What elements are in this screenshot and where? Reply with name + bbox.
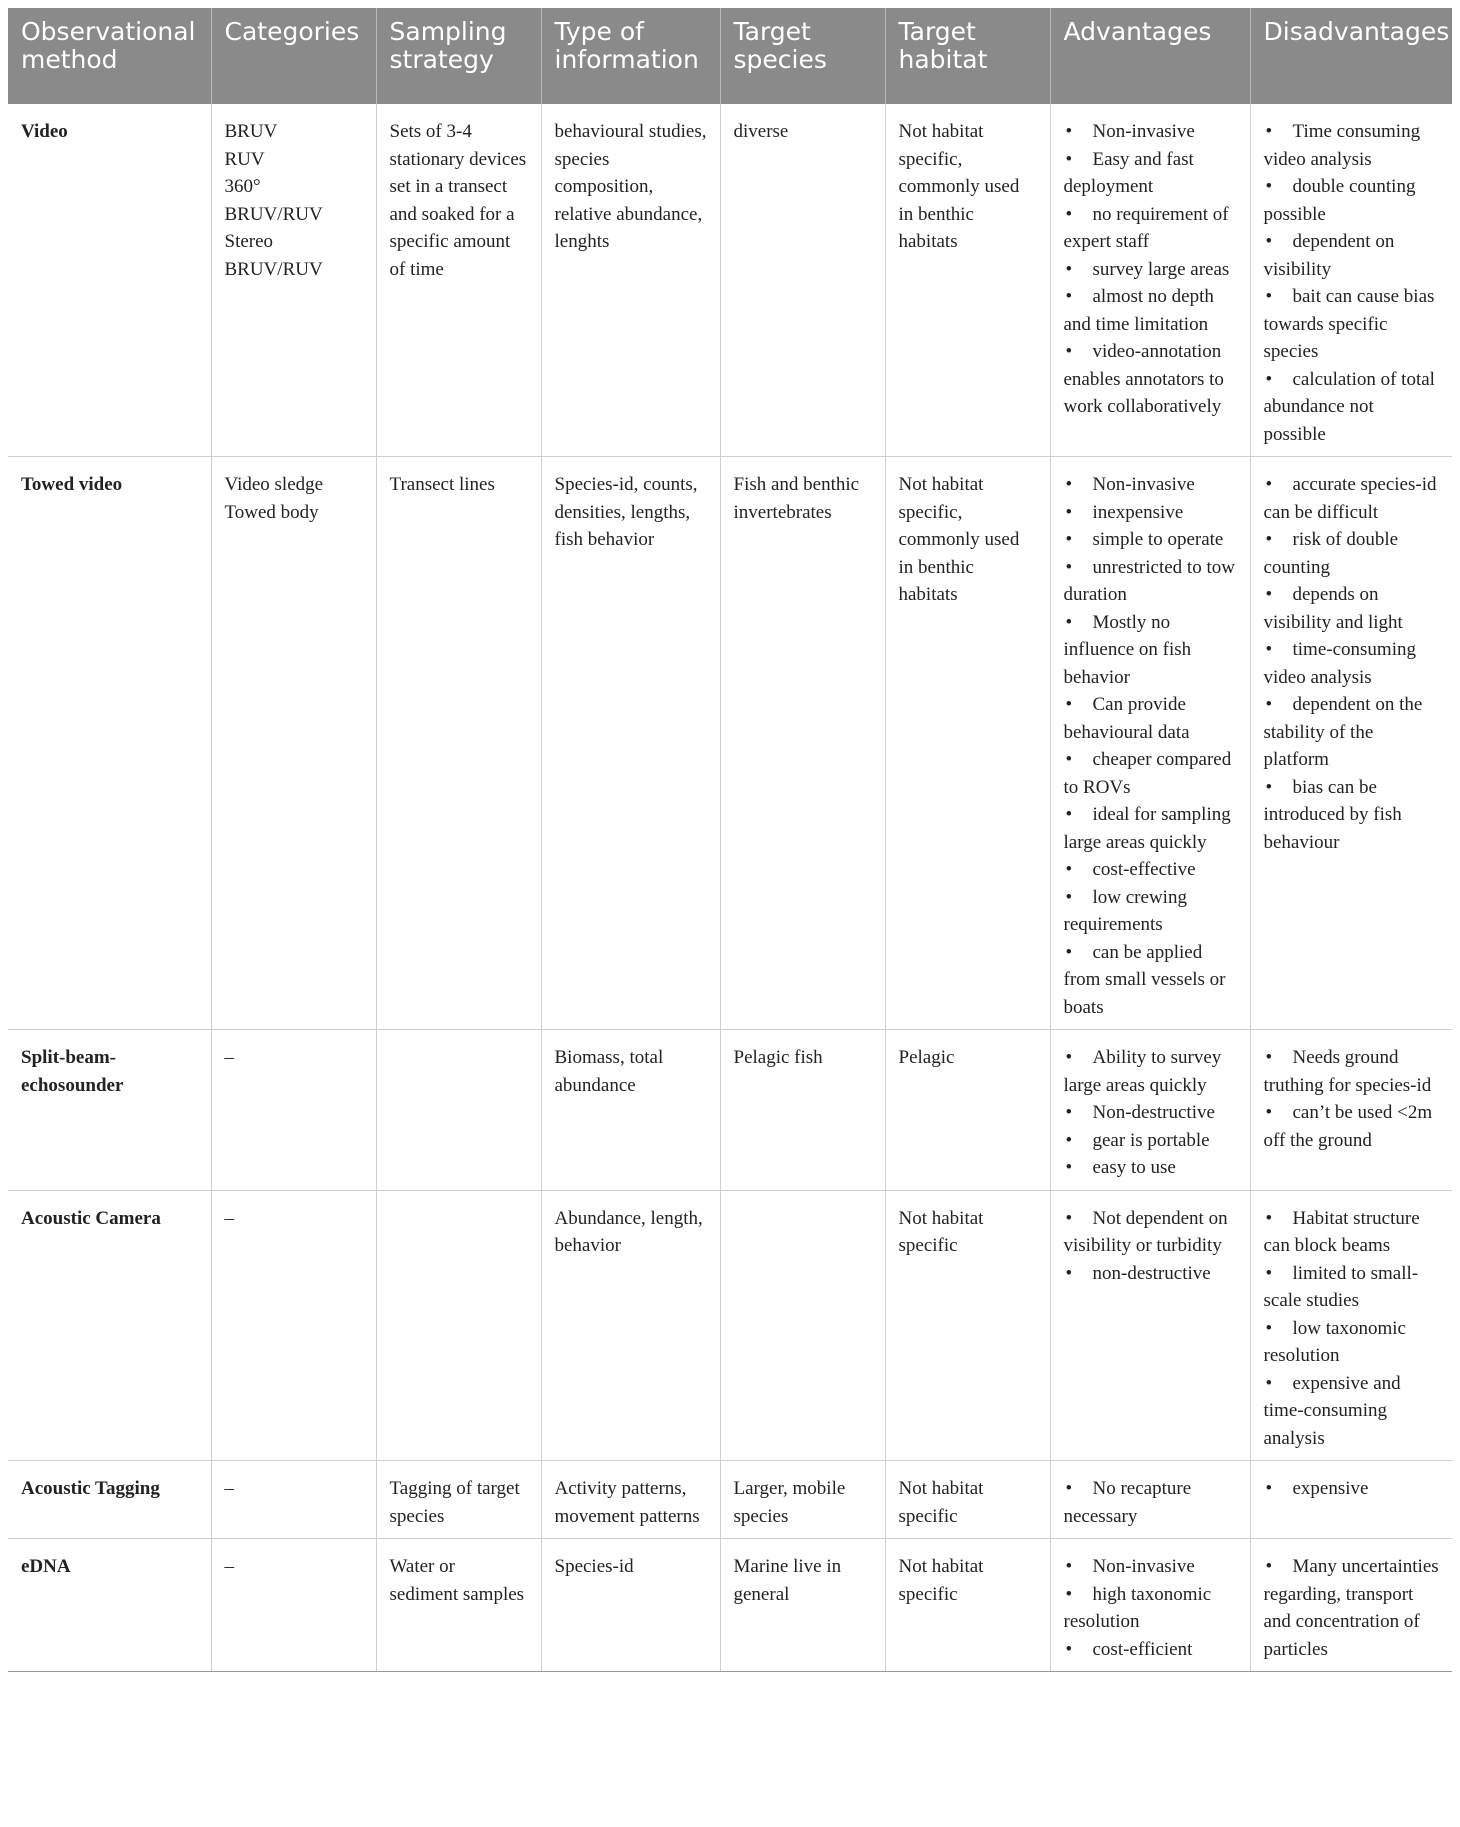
bullet-text: Non-invasive: [1092, 121, 1195, 142]
target-species-cell: Marine live in general: [720, 1539, 885, 1672]
bullet-item: [1064, 1154, 1237, 1182]
category-item: 360° BRUV/RUV: [224, 176, 323, 225]
methods-table-container: [8, 8, 1452, 1672]
advantages-cell-list: [1064, 1044, 1237, 1182]
target-species-cell: Fish and benthic invertebrates: [720, 457, 885, 1030]
bullet-item: [1264, 636, 1440, 691]
method-cell: Acoustic Camera: [8, 1190, 211, 1461]
bullet-item: [1264, 1205, 1440, 1260]
sampling-strategy-cell: Tagging of target species: [376, 1461, 541, 1539]
bullet-item: [1064, 1260, 1237, 1288]
bullet-item: [1064, 1581, 1237, 1636]
category-item: RUV: [224, 148, 265, 170]
bullet-item: [1264, 581, 1440, 636]
bullet-text: cost-efficient: [1092, 1638, 1193, 1660]
target-species-cell: [720, 1190, 885, 1461]
category-item: Towed body: [224, 501, 319, 523]
categories-cell: [211, 104, 376, 457]
header-target-habitat: Target habitat: [885, 8, 1050, 104]
bullet-text: no requirement of expert staff: [1063, 203, 1229, 252]
disadvantages-cell: [1250, 104, 1452, 457]
type-of-information-cell: Activity patterns, movement patterns: [541, 1461, 720, 1539]
categories-cell: [211, 457, 376, 1030]
method-cell: eDNA: [8, 1539, 211, 1672]
bullet-text: expensive: [1292, 1478, 1369, 1499]
bullet-text: low taxonomic resolution: [1263, 1317, 1406, 1366]
bullet-text: can’t be used <2m off the ground: [1263, 1102, 1433, 1151]
observational-methods-table: [8, 8, 1452, 1672]
advantages-cell: [1050, 1461, 1250, 1539]
advantages-cell: [1050, 1030, 1250, 1191]
category-item: Stereo BRUV/RUV: [224, 231, 323, 280]
bullet-text: cheaper compared to ROVs: [1063, 749, 1232, 798]
method-cell: Video: [8, 104, 211, 457]
bullet-text: Can provide behavioural data: [1063, 694, 1190, 743]
bullet-text: bait can cause bias towards specific species: [1263, 286, 1435, 362]
disadvantages-cell: [1250, 1190, 1452, 1461]
type-of-information-cell: Species-id, counts, densities, lengths, fish behavior: [541, 457, 720, 1030]
bullet-item: [1064, 1099, 1237, 1127]
category-item: –: [224, 1207, 234, 1229]
table-row: [8, 1190, 1452, 1461]
bullet-text: bias can be introduced by fish behaviour: [1263, 776, 1402, 853]
target-species-cell: Pelagic fish: [720, 1030, 885, 1191]
bullet-item: [1064, 338, 1237, 421]
bullet-text: simple to operate: [1092, 529, 1224, 550]
bullet-text: dependent on the stability of the platform: [1263, 694, 1423, 770]
target-habitat-cell: Pelagic: [885, 1030, 1050, 1191]
table-row: [8, 1461, 1452, 1539]
bullet-text: almost no depth and time limitation: [1063, 286, 1214, 335]
bullet-text: Not dependent on visibility or turbidity: [1063, 1207, 1228, 1256]
categories-cell: [211, 1030, 376, 1191]
bullet-text: accurate species-id can be difficult: [1263, 474, 1437, 523]
bullet-item: [1264, 1370, 1440, 1453]
target-habitat-cell: Not habitat specific: [885, 1190, 1050, 1461]
table-row: [8, 457, 1452, 1030]
bullet-item: [1264, 691, 1440, 774]
bullet-item: [1264, 471, 1440, 526]
bullet-text: calculation of total abundance not possible: [1263, 368, 1435, 445]
bullet-item: [1264, 173, 1440, 228]
category-item: Video sledge: [224, 474, 324, 495]
disadvantages-cell: [1250, 1539, 1452, 1672]
bullet-item: [1064, 554, 1237, 609]
bullet-text: No recapture necessary: [1063, 1478, 1192, 1527]
advantages-cell-list: [1064, 1553, 1237, 1663]
bullet-text: unrestricted to tow duration: [1063, 556, 1235, 605]
bullet-text: inexpensive: [1092, 501, 1184, 523]
header-sampling-strategy: Sampling strategy: [376, 8, 541, 104]
category-item: BRUV: [224, 121, 278, 142]
bullet-text: can be applied from small vessels or boats: [1063, 941, 1226, 1018]
table-body: [8, 104, 1452, 1672]
sampling-strategy-cell: Transect lines: [376, 457, 541, 1030]
advantages-cell-list: [1064, 118, 1237, 421]
bullet-item: [1264, 1475, 1440, 1503]
header-observational-method: Observational method: [8, 8, 211, 104]
bullet-text: depends on visibility and light: [1263, 584, 1403, 633]
bullet-item: [1064, 201, 1237, 256]
bullet-item: [1264, 526, 1440, 581]
bullet-text: non-destructive: [1092, 1262, 1211, 1284]
target-habitat-cell: Not habitat specific: [885, 1461, 1050, 1539]
header-categories: Categories: [211, 8, 376, 104]
bullet-item: [1064, 526, 1237, 554]
bullet-text: risk of double counting: [1263, 529, 1399, 578]
bullet-item: [1064, 1127, 1237, 1155]
advantages-cell: [1050, 104, 1250, 457]
target-species-cell: diverse: [720, 104, 885, 457]
bullet-item: [1264, 283, 1440, 366]
disadvantages-cell: [1250, 1461, 1452, 1539]
method-cell: Towed video: [8, 457, 211, 1030]
bullet-text: limited to small-scale studies: [1263, 1262, 1419, 1311]
target-species-cell: Larger, mobile species: [720, 1461, 885, 1539]
bullet-text: high taxonomic resolution: [1063, 1583, 1212, 1632]
advantages-cell: [1050, 1539, 1250, 1672]
type-of-information-cell: Abundance, length, behavior: [541, 1190, 720, 1461]
bullet-text: easy to use: [1092, 1157, 1176, 1178]
bullet-text: Mostly no influence on fish behavior: [1063, 611, 1192, 688]
bullet-item: [1064, 1636, 1237, 1664]
table-row: [8, 1539, 1452, 1672]
bullet-item: [1064, 1205, 1237, 1260]
category-item: –: [224, 1047, 234, 1068]
sampling-strategy-cell: Water or sediment samples: [376, 1539, 541, 1672]
header-advantages: Advantages: [1050, 8, 1250, 104]
table-header-row: [8, 8, 1452, 104]
bullet-item: [1064, 939, 1237, 1022]
category-item: –: [224, 1556, 234, 1577]
bullet-text: ideal for sampling large areas quickly: [1063, 804, 1231, 853]
sampling-strategy-cell: [376, 1030, 541, 1191]
disadvantages-cell: [1250, 1030, 1452, 1191]
bullet-item: [1064, 609, 1237, 692]
bullet-item: [1064, 118, 1237, 146]
header-disadvantages: Disadvantages: [1250, 8, 1452, 104]
bullet-text: Non-destructive: [1092, 1102, 1215, 1123]
type-of-information-cell: Biomass, total abundance: [541, 1030, 720, 1191]
method-cell: Split-beam-echosounder: [8, 1030, 211, 1191]
bullet-item: [1064, 256, 1237, 284]
bullet-item: [1064, 1044, 1237, 1099]
bullet-item: [1064, 884, 1237, 939]
bullet-item: [1264, 1044, 1440, 1099]
bullet-item: [1264, 1315, 1440, 1370]
bullet-text: gear is portable: [1092, 1129, 1210, 1151]
bullet-item: [1264, 1099, 1440, 1154]
table-row: [8, 104, 1452, 457]
bullet-item: [1064, 801, 1237, 856]
bullet-text: low crewing requirements: [1063, 886, 1187, 935]
header-target-species: Target species: [720, 8, 885, 104]
categories-cell: [211, 1539, 376, 1672]
bullet-text: dependent on visibility: [1263, 231, 1395, 280]
category-item: –: [224, 1478, 234, 1499]
target-habitat-cell: Not habitat specific, commonly used in benthic habitats: [885, 104, 1050, 457]
bullet-item: [1264, 228, 1440, 283]
bullet-item: [1064, 691, 1237, 746]
bullet-text: Non-invasive: [1092, 1556, 1195, 1577]
bullet-text: Many uncertainties regarding, transport and concentration of particles: [1263, 1556, 1439, 1660]
advantages-cell: [1050, 1190, 1250, 1461]
type-of-information-cell: Species-id: [541, 1539, 720, 1672]
bullet-text: time-consuming video analysis: [1263, 639, 1416, 688]
bullet-item: [1064, 1553, 1237, 1581]
advantages-cell-list: [1064, 1205, 1237, 1288]
bullet-item: [1264, 774, 1440, 857]
advantages-cell: [1050, 457, 1250, 1030]
disadvantages-cell-list: [1264, 1205, 1440, 1453]
bullet-text: Easy and fast deployment: [1063, 148, 1194, 197]
disadvantages-cell-list: [1264, 1475, 1440, 1503]
bullet-item: [1264, 1260, 1440, 1315]
categories-cell: [211, 1461, 376, 1539]
disadvantages-cell-list: [1264, 118, 1440, 448]
bullet-item: [1064, 283, 1237, 338]
bullet-text: double counting possible: [1263, 176, 1416, 225]
bullet-item: [1064, 1475, 1237, 1530]
bullet-item: [1264, 1553, 1440, 1663]
bullet-text: expensive and time-consuming analysis: [1263, 1372, 1401, 1449]
bullet-item: [1064, 471, 1237, 499]
advantages-cell-list: [1064, 471, 1237, 1021]
bullet-text: Time consuming video analysis: [1263, 121, 1421, 170]
bullet-item: [1064, 856, 1237, 884]
target-habitat-cell: Not habitat specific: [885, 1539, 1050, 1672]
bullet-item: [1264, 366, 1440, 449]
bullet-text: Habitat structure can block beams: [1263, 1207, 1420, 1256]
advantages-cell-list: [1064, 1475, 1237, 1530]
table-row: [8, 1030, 1452, 1191]
disadvantages-cell: [1250, 457, 1452, 1030]
bullet-text: Needs ground truthing for species-id: [1263, 1047, 1432, 1096]
categories-cell: [211, 1190, 376, 1461]
type-of-information-cell: behavioural studies, species composition, relative abundance, lenghts: [541, 104, 720, 457]
bullet-text: video-annotation enables annotators to work collaboratively: [1063, 341, 1224, 417]
bullet-text: Ability to survey large areas quickly: [1063, 1047, 1222, 1096]
header-type-of-information: Type of information: [541, 8, 720, 104]
bullet-item: [1064, 146, 1237, 201]
sampling-strategy-cell: Sets of 3-4 stationary devices set in a transect and soaked for a specific amount of time: [376, 104, 541, 457]
method-cell: Acoustic Tagging: [8, 1461, 211, 1539]
disadvantages-cell-list: [1264, 1044, 1440, 1154]
disadvantages-cell-list: [1264, 471, 1440, 856]
bullet-item: [1264, 118, 1440, 173]
bullet-item: [1064, 746, 1237, 801]
bullet-text: cost-effective: [1092, 859, 1196, 880]
disadvantages-cell-list: [1264, 1553, 1440, 1663]
sampling-strategy-cell: [376, 1190, 541, 1461]
bullet-text: Non-invasive: [1092, 474, 1195, 495]
bullet-item: [1064, 499, 1237, 527]
bullet-text: survey large areas: [1092, 258, 1230, 280]
target-habitat-cell: Not habitat specific, commonly used in benthic habitats: [885, 457, 1050, 1030]
